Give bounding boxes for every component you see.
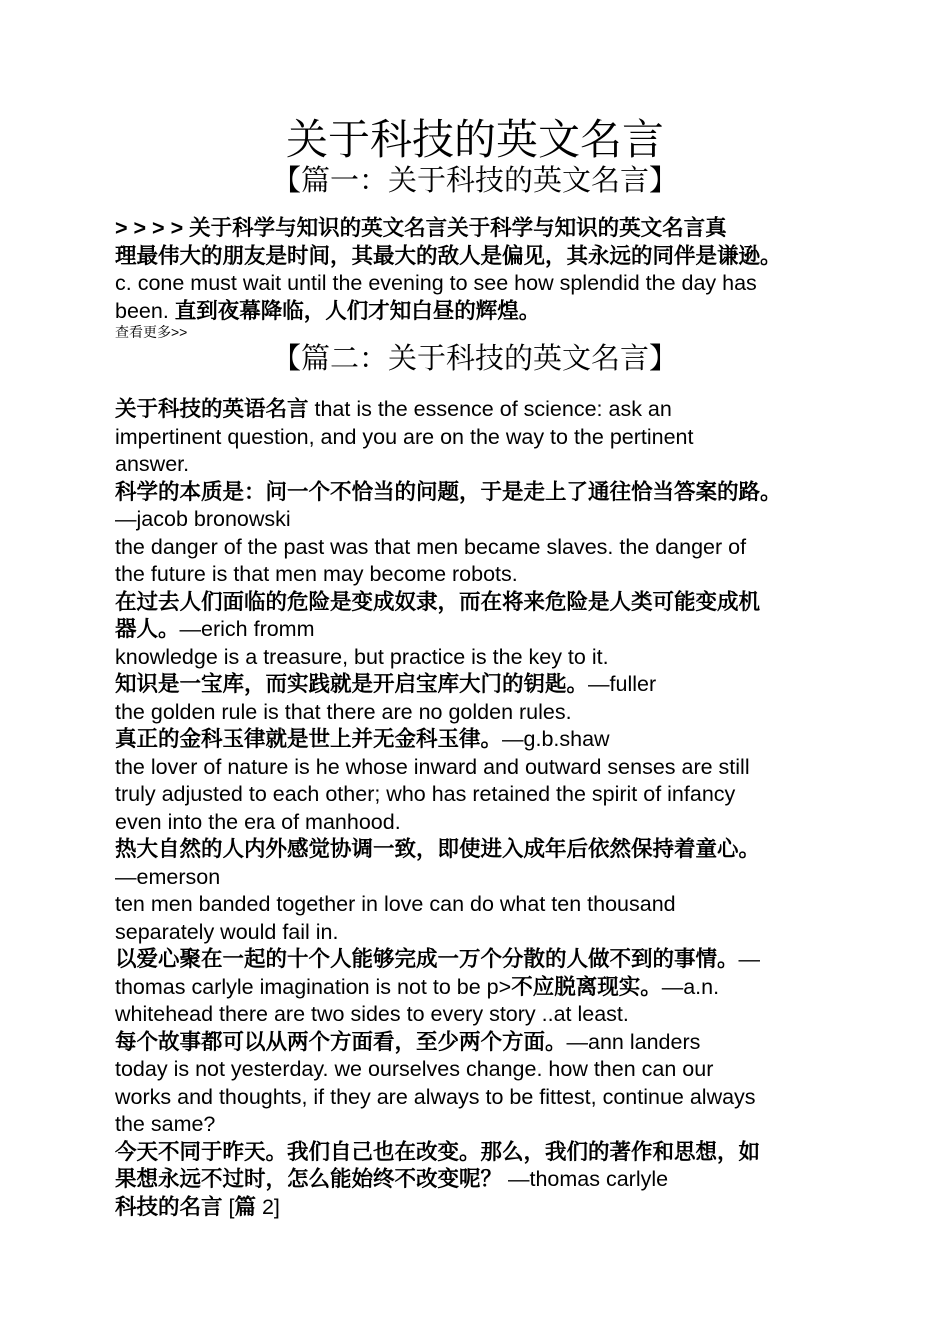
chinese-text: 理最伟大的朋友是时间，其最大的敌人是偏见，其永远的同伴是谦逊。 bbox=[115, 243, 782, 268]
english-text: works and thoughts, if they are always to be fittest, continue always bbox=[115, 1084, 756, 1109]
english-text: that is the essence of science: ask an bbox=[308, 397, 672, 421]
chinese-text: 在过去人们面临的危险是变成奴隶，而在将来危险是人类可能变成机 bbox=[115, 589, 761, 614]
english-text: —fuller bbox=[588, 672, 657, 696]
chinese-text: 科技的名言 bbox=[115, 1194, 223, 1219]
chinese-text: 热大自然的人内外感觉协调一致，即使进入成年后依然保持着童心。 bbox=[115, 837, 761, 861]
section-two-lines bbox=[115, 396, 850, 1221]
section-two-line bbox=[115, 1111, 850, 1139]
section-two-line bbox=[115, 396, 850, 424]
section-two-line bbox=[115, 699, 850, 727]
english-text: [ bbox=[222, 1194, 235, 1219]
section-one-line bbox=[115, 270, 850, 298]
english-text: the future is that men may become robots. bbox=[115, 562, 518, 586]
section-one-line bbox=[115, 215, 850, 243]
section-two-line bbox=[115, 974, 850, 1002]
chinese-text: 不应脱离现实。 bbox=[511, 974, 662, 999]
section-two-line bbox=[115, 506, 850, 534]
section-two-line bbox=[115, 946, 850, 974]
chinese-text: 每个故事都可以从两个方面看，至少两个方面。 bbox=[115, 1029, 567, 1054]
chinese-text: > > > > 关于科学与知识的英文名言关于科学与知识的英文名言真 bbox=[115, 216, 727, 240]
chinese-text: 果想永远不过时，怎么能始终不改变呢？ bbox=[115, 1167, 503, 1191]
english-text: —emerson bbox=[115, 864, 221, 889]
chinese-text: 以爱心聚在一起的十个人能够完成一万个分散的人做不到的事情。 bbox=[115, 947, 739, 971]
section-two-line bbox=[115, 919, 850, 947]
section-two-line bbox=[115, 534, 850, 562]
english-text: the danger of the past was that men became slaves. the danger of bbox=[115, 534, 747, 559]
english-text: 2] bbox=[255, 1194, 280, 1219]
chinese-text: 知识是一宝库，而实践就是开启宝库大门的钥匙。 bbox=[115, 672, 589, 696]
section-two-line bbox=[115, 479, 850, 507]
english-text: —thomas carlyle bbox=[502, 1167, 669, 1191]
english-text: —ann landers bbox=[566, 1029, 701, 1054]
english-text: answer. bbox=[115, 452, 190, 476]
english-text: ten men banded together in love can do what ten thousand bbox=[115, 892, 676, 916]
section-two-line bbox=[115, 809, 850, 837]
english-text: c. cone must wait until the evening to see how splendid the day has bbox=[115, 271, 757, 295]
english-text: been. bbox=[115, 298, 175, 323]
chinese-text: 科学的本质是：问一个不恰当的问题，于是走上了通往恰当答案的路。 bbox=[115, 479, 782, 504]
english-text: — bbox=[738, 947, 761, 971]
section-one-line bbox=[115, 298, 850, 326]
section-two-line bbox=[115, 1084, 850, 1112]
section-two-line bbox=[115, 836, 850, 864]
section-two-line bbox=[115, 589, 850, 617]
english-text: impertinent question, and you are on the way to the pertinent bbox=[115, 424, 694, 449]
chinese-text: 关于科技的英语名言 bbox=[115, 397, 309, 421]
english-text: —g.b.shaw bbox=[502, 727, 610, 751]
english-text: knowledge is a treasure, but practice is the key to it. bbox=[115, 644, 609, 669]
section-two-line bbox=[115, 1166, 850, 1194]
chinese-text: 直到夜幕降临，人们才知白昼的辉煌。 bbox=[174, 298, 541, 323]
english-text: whitehead there are two sides to every story ..at least. bbox=[115, 1002, 629, 1026]
section-two-body bbox=[115, 396, 850, 1221]
section-one-body bbox=[115, 215, 850, 340]
section-two-line bbox=[115, 561, 850, 589]
section-two-line bbox=[115, 754, 850, 782]
english-text: —erich fromm bbox=[179, 617, 315, 641]
english-text: the golden rule is that there are no golden rules. bbox=[115, 699, 572, 724]
section-two-line bbox=[115, 1139, 850, 1167]
section-two-line bbox=[115, 671, 850, 699]
english-text: truly adjusted to each other; who has retained the spirit of infancy bbox=[115, 782, 736, 806]
section-two-heading: 【篇二：关于科技的英文名言】 bbox=[271, 343, 678, 375]
english-text: thomas carlyle imagination is not to be p> bbox=[115, 974, 512, 999]
english-text: the same? bbox=[115, 1112, 216, 1136]
english-text: —a.n. bbox=[661, 974, 720, 999]
section-two-line bbox=[115, 726, 850, 754]
english-text: —jacob bronowski bbox=[115, 507, 291, 531]
section-two-line bbox=[115, 451, 850, 479]
view-more-link[interactable]: 查看更多>> bbox=[115, 324, 188, 340]
section-two-line bbox=[115, 644, 850, 672]
section-one-lines bbox=[115, 215, 850, 325]
section-two-line bbox=[115, 1194, 850, 1222]
chinese-text: 今天不同于昨天。我们自己也在改变。那么，我们的著作和思想，如 bbox=[115, 1139, 761, 1164]
section-two-line bbox=[115, 424, 850, 452]
section-two-line bbox=[115, 1001, 850, 1029]
english-text: the lover of nature is he whose inward and outward senses are still bbox=[115, 754, 750, 779]
section-two-line bbox=[115, 1029, 850, 1057]
document-title: 关于科技的英文名言 bbox=[285, 116, 664, 163]
section-two-line bbox=[115, 1056, 850, 1084]
section-two-line bbox=[115, 864, 850, 892]
section-two-line bbox=[115, 891, 850, 919]
english-text: even into the era of manhood. bbox=[115, 809, 401, 834]
section-two-line bbox=[115, 781, 850, 809]
english-text: separately would fail in. bbox=[115, 919, 339, 944]
section-one-line bbox=[115, 243, 850, 271]
chinese-text: 真正的金科玉律就是世上并无金科玉律。 bbox=[115, 727, 503, 751]
english-text: today is not yesterday. we ourselves change. how then can our bbox=[115, 1057, 714, 1081]
section-one-heading: 【篇一：关于科技的英文名言】 bbox=[271, 165, 678, 197]
chinese-text: 篇 bbox=[234, 1194, 256, 1219]
section-two-line bbox=[115, 616, 850, 644]
chinese-text: 器人。 bbox=[115, 617, 180, 641]
